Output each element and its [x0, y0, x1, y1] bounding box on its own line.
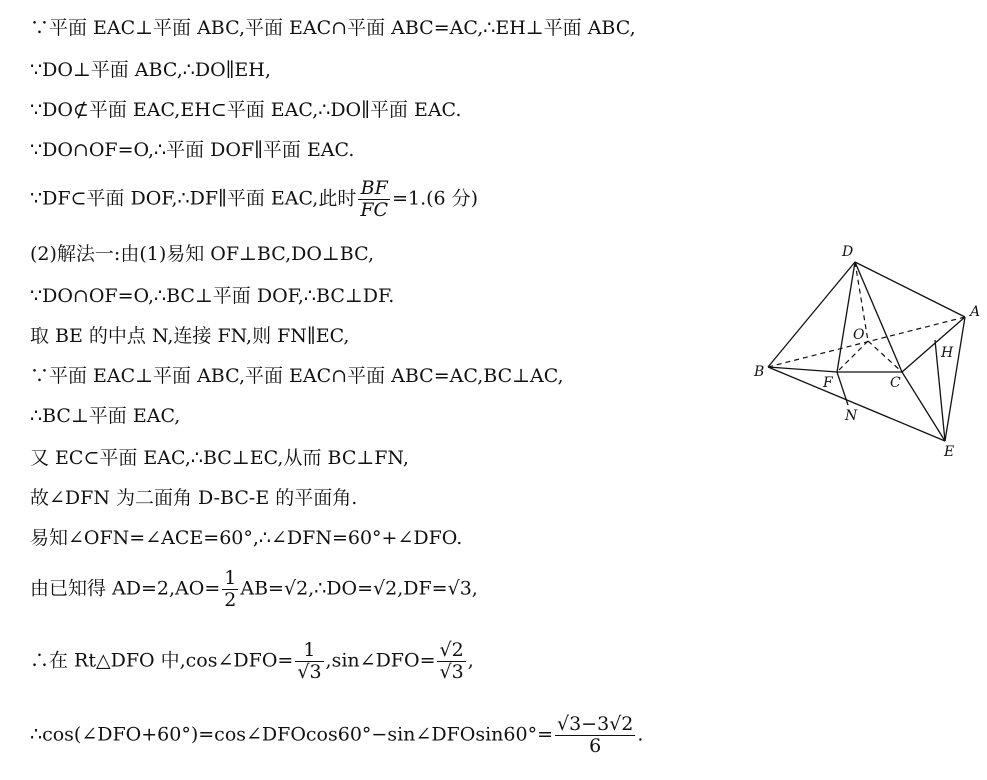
segment-fn [837, 372, 848, 405]
label-f: F [823, 375, 833, 391]
fraction-denominator: FC [360, 199, 389, 221]
text-line-14 [30, 568, 478, 611]
line14-suffix: , [467, 649, 474, 672]
text-line-4: ∵DO∩OF=O,∴平面 DOF∥平面 EAC. [30, 139, 355, 161]
text-line-16 [30, 714, 643, 757]
fraction-bf-fc [358, 178, 390, 221]
fraction-sin [437, 640, 465, 683]
fraction-one-half [222, 568, 238, 611]
fraction-denominator: 2 [224, 589, 237, 611]
label-d: D [842, 244, 854, 260]
text-line-6: (2)解法一:由(1)易知 OF⊥BC,DO⊥BC, [30, 243, 375, 265]
line5-prefix: ∵DF⊂平面 DOF,∴DF∥平面 EAC,此时 [30, 187, 357, 210]
line5-suffix: =1.(6 分) [392, 187, 479, 210]
edge-be [768, 367, 945, 441]
label-c: C [890, 375, 901, 391]
text-line-11: 又 EC⊂平面 EAC,∴BC⊥EC,从而 BC⊥FN, [30, 447, 409, 469]
fraction-numerator: 1 [303, 639, 316, 661]
edge-df [837, 262, 855, 372]
text-line-1: ∵平面 EAC⊥平面 ABC,平面 EAC∩平面 ABC=AC,∴EH⊥平面 ABC, [30, 17, 636, 39]
edge-dc [855, 262, 902, 372]
line15-suffix: . [637, 723, 644, 746]
text-line-12: 故∠DFN 为二面角 D-BC-E 的平面角. [30, 487, 358, 509]
fraction-numerator: √3−3√2 [556, 713, 634, 735]
edge-db [768, 262, 855, 367]
edge-ae [945, 317, 965, 441]
text-line-3: ∵DO⊄平面 EAC,EH⊂平面 EAC,∴DO∥平面 EAC. [30, 99, 462, 121]
edge-da [855, 262, 965, 317]
line14-middle: ,sin∠DFO= [325, 649, 436, 672]
label-b: B [754, 364, 765, 380]
dashed-oc [868, 341, 902, 372]
label-o: O [853, 327, 865, 343]
text-line-15 [30, 640, 474, 683]
fraction-denominator: 6 [555, 735, 635, 757]
fraction-numerator: BF [360, 177, 388, 199]
fraction-numerator: 1 [224, 567, 237, 589]
label-a: A [970, 304, 981, 320]
text-line-7: ∵DO∩OF=O,∴BC⊥平面 DOF,∴BC⊥DF. [30, 285, 395, 307]
text-line-9: ∵平面 EAC⊥平面 ABC,平面 EAC∩平面 ABC=AC,BC⊥AC, [30, 365, 564, 387]
geometry-figure [745, 230, 985, 470]
line15-prefix: ∴cos(∠DFO+60°)=cos∠DFOcos60°−sin∠DFOsin60°= [30, 723, 553, 746]
line13-suffix: AB=√2,∴DO=√2,DF=√3, [240, 577, 478, 600]
label-h: H [941, 345, 954, 361]
text-line-5 [30, 178, 478, 221]
line14-prefix: ∴在 Rt△DFO 中,cos∠DFO= [30, 649, 294, 672]
label-e: E [944, 444, 955, 460]
fraction-numerator: √2 [439, 639, 464, 661]
line13-prefix: 由已知得 AD=2,AO= [30, 577, 221, 600]
text-line-2: ∵DO⊥平面 ABC,∴DO∥EH, [30, 59, 271, 81]
fraction-result [555, 714, 635, 757]
fraction-denominator: √3 [297, 661, 322, 683]
text-line-8: 取 BE 的中点 N,连接 FN,则 FN∥EC, [30, 325, 350, 347]
text-line-13: 易知∠OFN=∠ACE=60°,∴∠DFN=60°+∠DFO. [30, 527, 463, 549]
fraction-denominator: √3 [439, 661, 464, 683]
fraction-cos [295, 640, 323, 683]
text-line-10: ∴BC⊥平面 EAC, [30, 405, 181, 427]
label-n: N [845, 408, 858, 424]
edge-ca [902, 317, 965, 372]
